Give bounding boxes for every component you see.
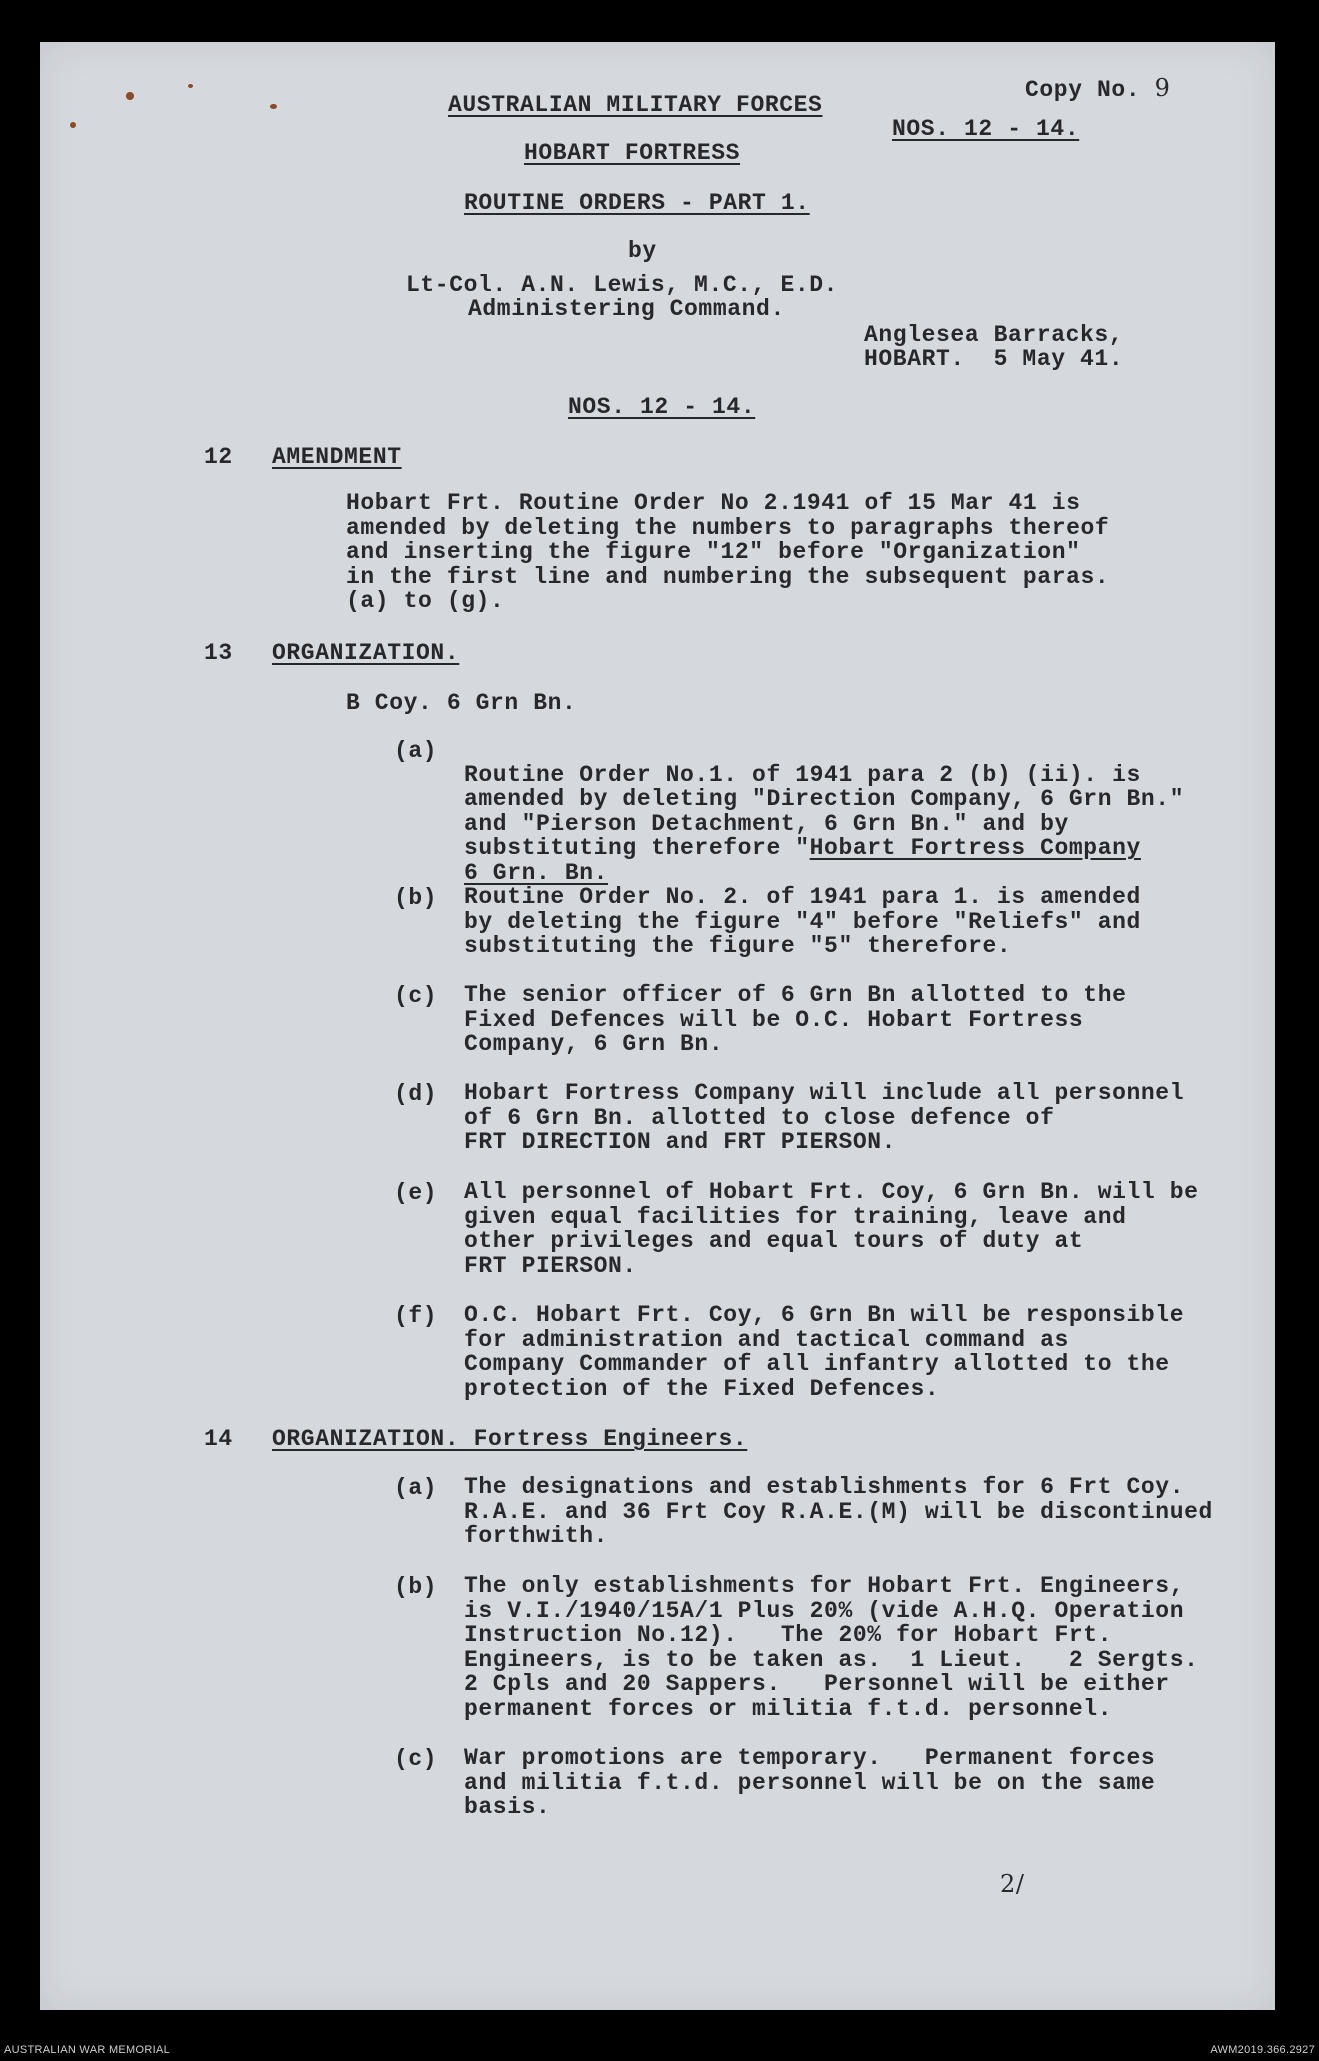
s14-b-text: The only establishments for Hobart Frt. Engineers, is V.I./1940/15A/1 Plus 20% (vide A.H.Q. Operation Instruction No.12). The 20% for Hobart Frt. Engineers, is to be taken as. 1 Lieut. 2 Sergts. 2 Cpls and 20 Sappers. Personnel will be either permanent forces or militia f.t.d. personnel. <box>464 1573 1199 1722</box>
nos-center: NOS. 12 - 14. <box>568 394 756 420</box>
s13-a-line4: substituting therefore "Hobart Fortress Company <box>464 835 1141 861</box>
officer-name: Lt-Col. A.N. Lewis, M.C., E.D. <box>406 272 839 298</box>
s13-c-label: (c) <box>394 983 438 1009</box>
s13-b-text: Routine Order No. 2. of 1941 para 1. is amended by deleting the figure "4" before "Reliefs" and substituting the figure "5" therefore. <box>464 884 1141 959</box>
officer-role: Administering Command. <box>468 296 785 322</box>
section-12-title: AMENDMENT <box>272 444 402 470</box>
s14-a-text: The designations and establishments for 6 Frt Coy. R.A.E. and 36 Frt Coy R.A.E.(M) will be discontinued forthwith. <box>464 1474 1213 1549</box>
s13-a-line2: amended by deleting "Direction Company, 6 Grn Bn." <box>464 786 1185 812</box>
section-14-number: 14 <box>204 1426 233 1452</box>
s13-d-text: Hobart Fortress Company will include all personnel of 6 Grn Bn. allotted to close defence of FRT DIRECTION and FRT PIERSON. <box>464 1080 1185 1155</box>
s14-b-label: (b) <box>394 1574 438 1600</box>
section-13-number: 13 <box>204 640 233 666</box>
s13-c-text: The senior officer of 6 Grn Bn allotted to the Fixed Defences will be O.C. Hobart Fortress Company, 6 Grn Bn. <box>464 982 1127 1057</box>
by-label: by <box>628 238 657 264</box>
s13-a-line3: and "Pierson Detachment, 6 Grn Bn." and by <box>464 810 1069 837</box>
org-title: AUSTRALIAN MILITARY FORCES <box>448 92 823 118</box>
footer-left: AUSTRALIAN WAR MEMORIAL <box>4 2044 171 2056</box>
location-line2: HOBART. 5 May 41. <box>864 346 1124 372</box>
rust-stain <box>70 122 76 128</box>
nos-top: NOS. 12 - 14. <box>892 116 1080 142</box>
location-line1: Anglesea Barracks, <box>864 322 1124 348</box>
copy-number: 9 <box>1154 74 1171 102</box>
section-13-title: ORGANIZATION. <box>272 640 460 666</box>
s13-f-label: (f) <box>394 1303 438 1329</box>
hobart-fortress-company: Hobart Fortress Company <box>809 835 1141 861</box>
rust-stain <box>270 104 277 109</box>
footer-right: AWM2019.366.2927 <box>1210 2044 1315 2056</box>
section-13-unit: B Coy. 6 Grn Bn. <box>346 690 577 716</box>
s13-a-text <box>464 738 1184 885</box>
s13-d-label: (d) <box>394 1081 438 1107</box>
s14-a-label: (a) <box>394 1475 438 1501</box>
s14-c-label: (c) <box>394 1746 438 1772</box>
rust-stain <box>126 92 134 100</box>
section-12-number: 12 <box>204 444 233 470</box>
rust-stain <box>188 84 193 88</box>
section-14-title: ORGANIZATION. Fortress Engineers. <box>272 1426 748 1452</box>
s13-f-text: O.C. Hobart Frt. Coy, 6 Grn Bn will be responsible for administration and tactical command as Company Commander of all infantry allotted to the protection of the Fixed Defences. <box>464 1302 1185 1402</box>
page-marker: 2/ <box>1000 1870 1025 1898</box>
s13-e-label: (e) <box>394 1180 438 1206</box>
fortress-title: HOBART FORTRESS <box>524 140 741 166</box>
s13-a-line1: Routine Order No.1. of 1941 para 2 (b) (ii). is <box>464 761 1141 788</box>
s13-a-line5: 6 Grn. Bn. <box>464 859 609 886</box>
copy-label: Copy No. 9 <box>1025 74 1171 103</box>
section-12-body: Hobart Frt. Routine Order No 2.1941 of 15 Mar 41 is amended by deleting the numbers to paragraphs thereof and inserting the figure "12" before "Organization" in the first line and numbering the subsequent paras. (a) to (g). <box>346 490 1110 614</box>
s13-a-label: (a) <box>394 738 438 764</box>
orders-title: ROUTINE ORDERS - PART 1. <box>464 190 810 216</box>
s13-b-label: (b) <box>394 885 438 911</box>
s14-c-text: War promotions are temporary. Permanent forces and militia f.t.d. personnel will be on the same basis. <box>464 1745 1156 1820</box>
s13-e-text: All personnel of Hobart Frt. Coy, 6 Grn Bn. will be given equal facilities for training, leave and other privileges and equal tours of duty at FRT PIERSON. <box>464 1179 1199 1279</box>
